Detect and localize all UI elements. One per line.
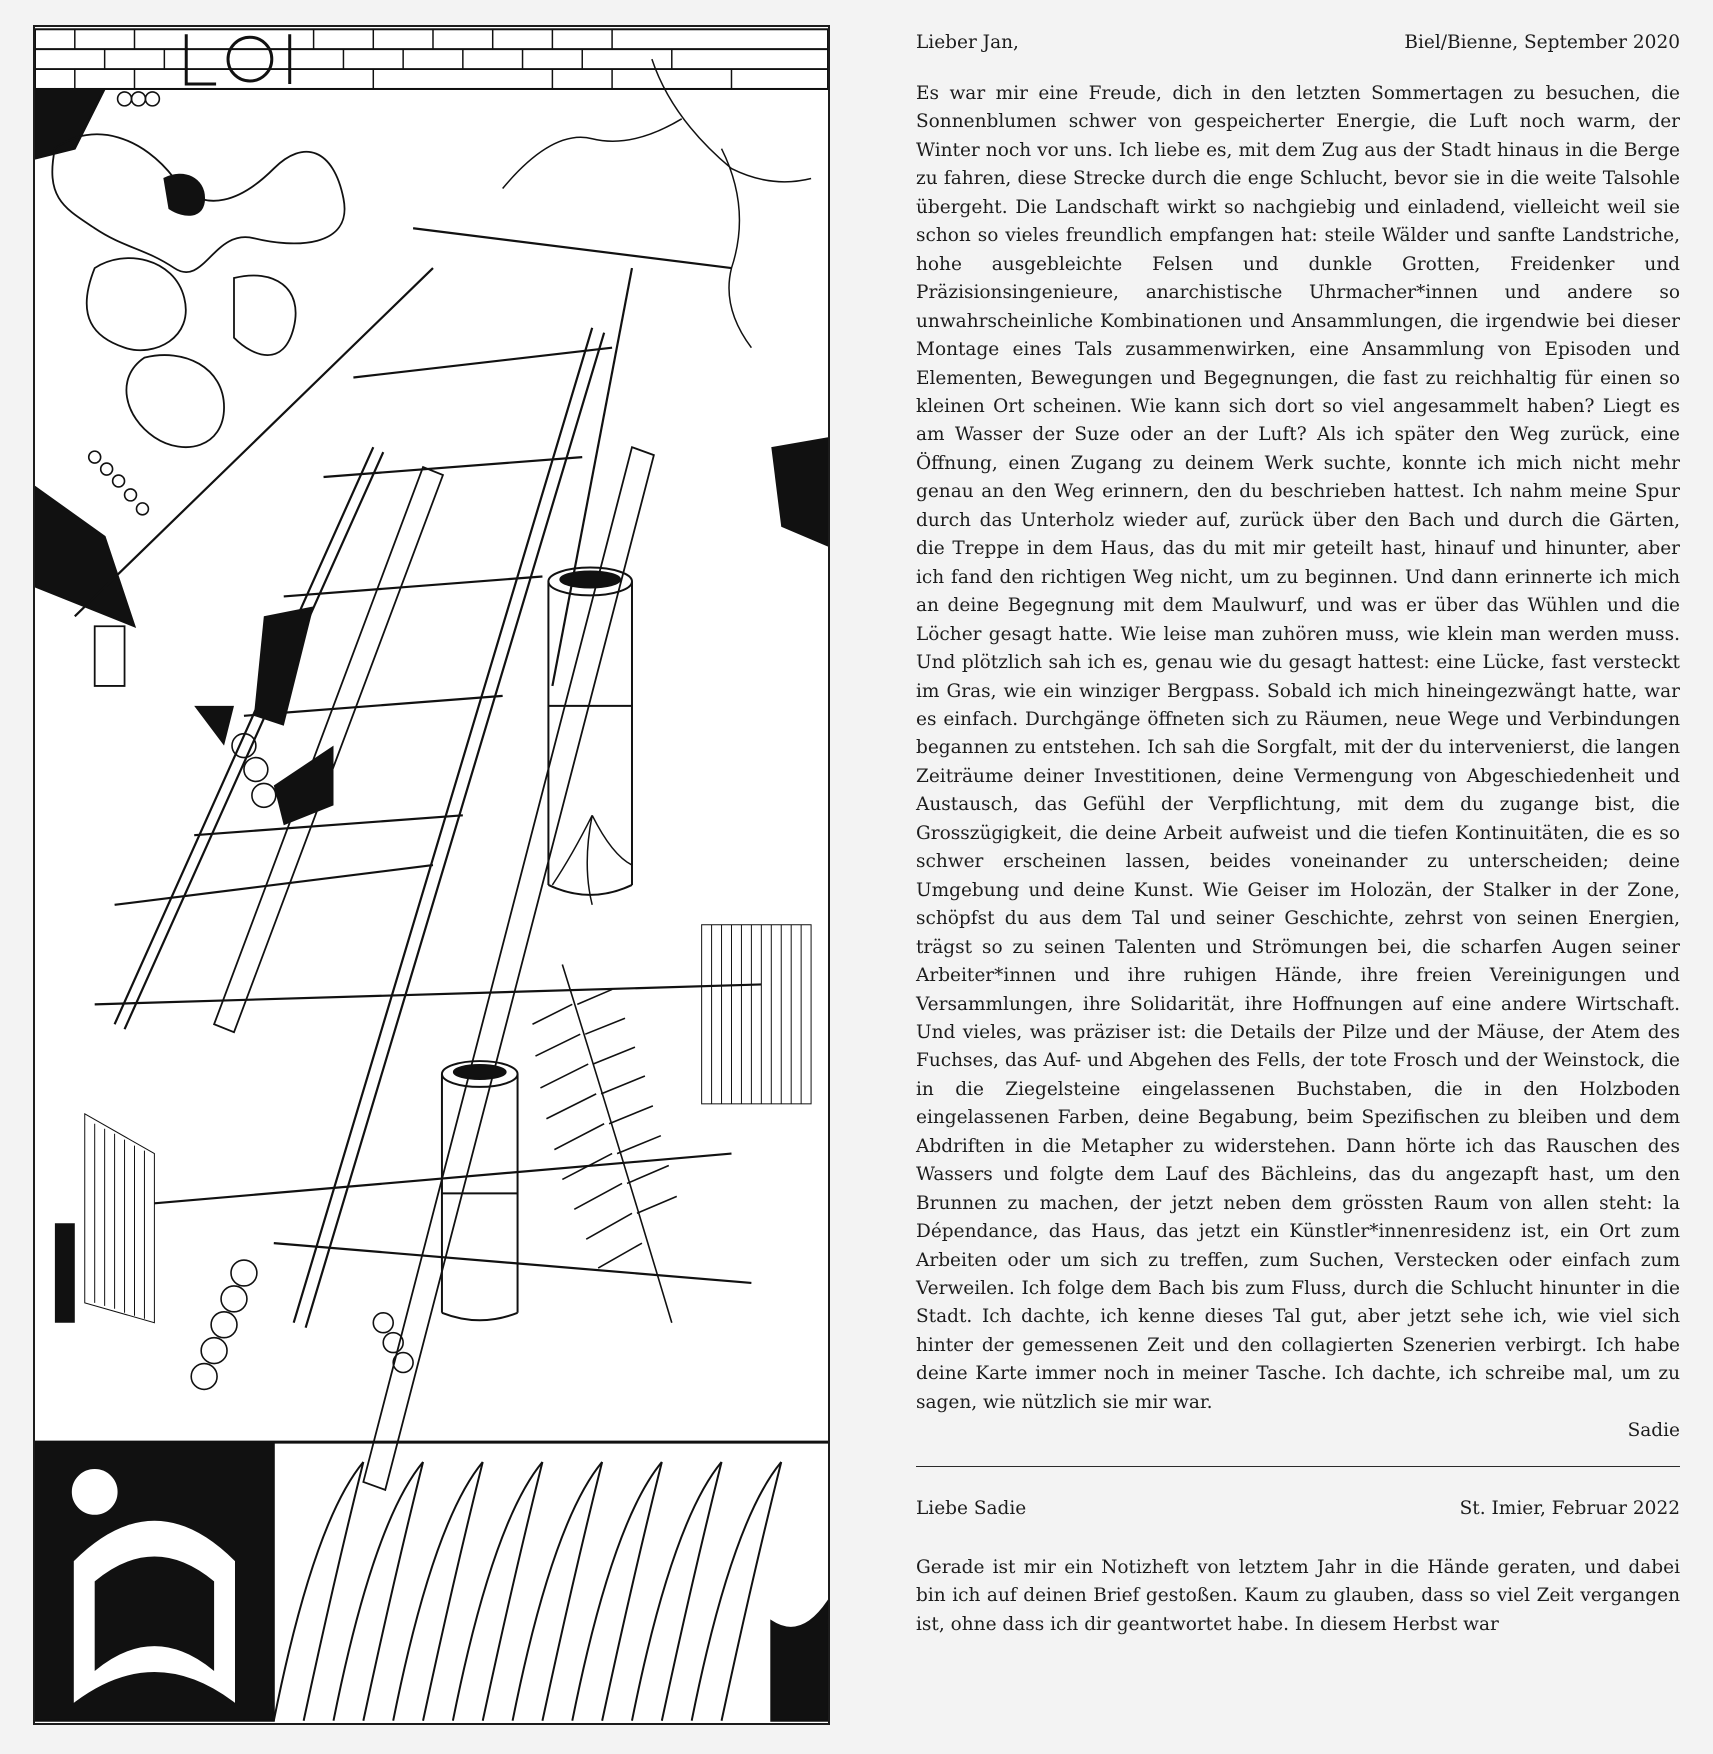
ladder-structure: [75, 228, 762, 1327]
letter2-place-date: St. Imier, Februar 2022: [1459, 1497, 1680, 1519]
pen-drawing-illustration: [33, 25, 830, 1725]
cylinder-short: [442, 1061, 518, 1320]
letter-divider: [916, 1466, 1680, 1467]
letter1-salutation: Lieber Jan,: [916, 32, 1019, 53]
fern-frond: [532, 965, 676, 1323]
brick-wall: [35, 29, 828, 89]
planks: [95, 447, 654, 1490]
letters-column: [916, 28, 1680, 1639]
letter2-header: [916, 1494, 1680, 1524]
letter1-body: Es war mir eine Freude, dich in den letzten Sommertagen zu besuchen, die Sonnenblumen schwer von gespeicherter Energie, die Luft noch warm, der Winter noch vor uns. Ich liebe es, mit dem Zug aus der Stadt hinaus in die Berge zu fahren, diese Strecke durch die enge Schlucht, bevor sie in die weite Talsohle übergeht. Die Landschaft wirkt so nachgiebig und einladend, vielleicht weil sie schon so vieles freundlich empfangen hat: steile Wälder und sanfte Landstriche, hohe ausgebleichte Felsen und dunkle Grotten, Freidenker und Präzisionsingenieure, anarchistische Uhrmacher*innen und andere so unwahrscheinliche Kombinationen und Ansammlungen, die irgendwie bei dieser Montage eines Tals zusammenwirken, eine Ansammlung von Episoden und Elementen, Bewegungen und Begegnungen, die fast zu reichhaltig für einen so kleinen Ort scheinen. Wie kann sich dort so viel angesammelt haben? Liegt es am Wasser der Suze oder an der Luft? Als ich später den Weg zurück, eine Öffnung, einen Zugang zu deinem Werk suchte, konnte ich mich nicht mehr genau an den Weg erinnern, den du beschrieben hattest. Ich nahm meine Spur durch das Unterholz wieder auf, zurück über den Bach und durch die Gärten, die Treppe in dem Haus, das du mit mir geteilt hast, hinauf und hinunter, aber ich fand den richtigen Weg nicht, um zu beginnen. Und dann erinnerte ich mich an deine Begegnung mit dem Maulwurf, und was er über das Wühlen und die Löcher gesagt hatte. Wie leise man zuhören muss, wie klein man werden muss. Und plötzlich sah ich es, genau wie du gesagt hattest: eine Lücke, fast versteckt im Gras, wie ein winziger Bergpass. Sobald ich mich hineingezwängt hatte, war es einfach. Durchgänge öffneten sich zu Räumen, neue Wege und Verbindungen begannen zu entstehen. Ich sah die Sorgfalt, mit der du intervenierst, die langen Zeiträume deiner Investitionen, deine Vermengung von Abgeschiedenheit und Austausch, das Gefühl der Verpflichtung, mit dem du zugange bist, die Grosszügigkeit, die deine Arbeit aufweist und die tiefen Kontinuitäten, die es so schwer erscheinen lassen, beides voneinander zu unterscheiden; deine Umgebung und deine Kunst. Wie Geiser im Holozän, der Stalker in der Zone, schöpfst du aus dem Tal und seiner Geschichte, zehrst von seinen Energien, trägst so zu seinen Talenten und Strömungen bei, die scharfen Augen seiner Arbeiter*innen und ihre ruhigen Hände, ihre freien Vereinigungen und Versammlungen, ihre Solidarität, ihre Hoffnungen auf eine andere Wirtschaft. Und vieles, was präziser ist: die Details der Pilze und der Mäuse, der Atem des Fuchses, das Auf- und Abgehen des Fells, der tote Frosch und der Weinstock, die in die Ziegelsteine eingelassenen Buchstaben, die in den Holzboden eingelassenen Farben, deine Begabung, beim Spezifischen zu bleiben und dem Abdriften in die Metapher zu widerstehen. Dann hörte ich das Rauschen des Wassers und folgte dem Lauf des Bächleins, das du angezapft hast, um den Brunnen zu machen, der jetzt neben dem grössten Raum von allen steht: la Dépendance, das Haus, das jetzt ein Künstler*innenresidenz ist, ein Ort zum Arbeiten oder um sich zu treffen, zum Suchen, Verstecken oder einfach zum Verweilen. Ich folge dem Bach bis zum Fluss, durch die Schlucht hinunter in die Stadt. Ich dachte, ich kenne dieses Tal gut, aber jetzt sehe ich, wie viel sich hinter der gemessenen Zeit und den collagierten Szenerien verbirgt. Ich habe deine Karte immer noch in meiner Tasche. Ich dachte, ich schreibe mal, um zu sagen, wie nützlich sie mir war.: [916, 83, 1680, 1413]
amoeba-shapes: [52, 134, 344, 447]
letter1-header: [916, 28, 1680, 58]
letter2-body: Gerade ist mir ein Notizheft von letztem Jahr in die Hände geraten, und dabei bin ich auf deinen Brief gestoßen. Kaum zu glauben, dass so viel Zeit vergangen ist, ohne dass ich dir geantwortet habe. In diesem Herbst war: [916, 1556, 1680, 1635]
cylinder-tall: [548, 568, 632, 895]
letter1-signature: Sadie: [1627, 1420, 1680, 1442]
hatched-panels: [85, 925, 811, 1323]
letter1-place-date: Biel/Bienne, September 2020: [1404, 32, 1680, 53]
dark-left-wedge: [35, 89, 105, 159]
bottom-arch-band: [35, 1442, 828, 1721]
letter2-salutation: Liebe Sadie: [916, 1497, 1027, 1519]
